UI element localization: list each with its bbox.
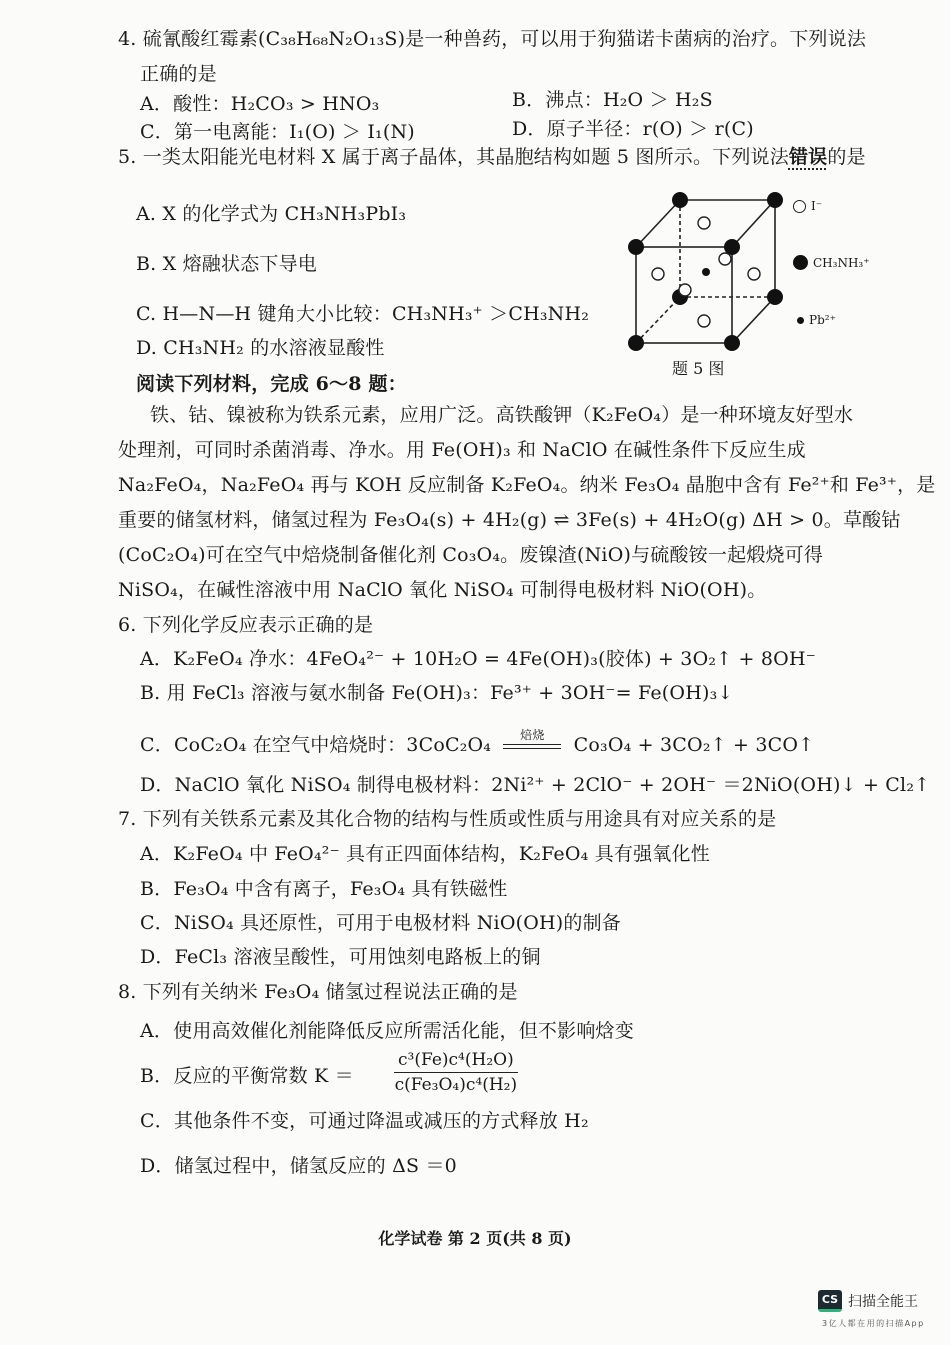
large-filled-circle-icon bbox=[793, 255, 808, 270]
reading-line-6: NiSO₄，在碱性溶液中用 NaClO 氧化 NiSO₄ 可制得电极材料 NiO(OH)。 bbox=[118, 579, 767, 601]
q6-option-c-prefix: C．CoC₂O₄ 在空气中焙烧时：3CoC₂O₄ bbox=[140, 734, 492, 756]
legend-lead bbox=[797, 313, 836, 327]
reading-heading: 阅读下列材料，完成 6～8 题： bbox=[136, 373, 407, 395]
camscanner-watermark bbox=[818, 1290, 918, 1312]
equilibrium-constant-fraction bbox=[394, 1050, 518, 1095]
q7-option-c: C．NiSO₄ 具还原性，可用于电极材料 NiO(OH)的制备 bbox=[140, 912, 621, 934]
q5-stem-prefix: 5. 一类太阳能光电材料 X 属于离子晶体，其晶胞结构如题 5 图所示。下列说法 bbox=[118, 146, 789, 168]
q8-option-d: D．储氢过程中，储氢反应的 ΔS ＝0 bbox=[140, 1155, 457, 1177]
camscanner-name: 扫描全能王 bbox=[848, 1294, 918, 1310]
q7-stem: 7. 下列有关铁系元素及其化合物的结构与性质或性质与用途具有对应关系的是 bbox=[118, 808, 777, 830]
q5-stem-suffix: 的是 bbox=[827, 146, 866, 168]
q5-option-b: B. X 熔融状态下导电 bbox=[136, 253, 318, 275]
q8-option-a: A．使用高效催化剂能降低反应所需活化能，但不影响焓变 bbox=[140, 1020, 634, 1042]
q6-option-d: D．NaClO 氧化 NiSO₄ 制得电极材料：2Ni²⁺ + 2ClO⁻ + 2OH⁻ ＝2NiO(OH)↓ + Cl₂↑ bbox=[140, 774, 931, 796]
q6-option-b: B. 用 FeCl₃ 溶液与氨水制备 Fe(OH)₃：Fe³⁺ + 3OH⁻= Fe(OH)₃↓ bbox=[140, 682, 734, 704]
q7-option-a: A．K₂FeO₄ 中 FeO₄²⁻ 具有正四面体结构，K₂FeO₄ 具有强氧化性 bbox=[140, 843, 710, 865]
page-footer: 化学试卷 第 2 页(共 8 页) bbox=[378, 1229, 572, 1248]
reading-line-3: Na₂FeO₄，Na₂FeO₄ 再与 KOH 反应制备 K₂FeO₄。纳米 Fe₃O₄ 晶胞中含有 Fe²⁺和 Fe³⁺，是 bbox=[118, 474, 936, 496]
q4-stem-line2: 正确的是 bbox=[140, 63, 217, 85]
q4-stem-line1: 4. 硫氰酸红霉素(C₃₈H₆₈N₂O₁₃S)是一种兽药，可以用于狗猫诺卡菌病的治疗。下列说法 bbox=[118, 28, 867, 50]
q5-option-d: D. CH₃NH₂ 的水溶液显酸性 bbox=[136, 337, 385, 359]
q6-option-c bbox=[140, 727, 815, 758]
q8-option-c: C．其他条件不变，可通过降温或减压的方式释放 H₂ bbox=[140, 1110, 589, 1132]
legend-iodide bbox=[793, 199, 822, 213]
q8-stem: 8. 下列有关纳米 Fe₃O₄ 储氢过程说法正确的是 bbox=[118, 981, 518, 1003]
reading-line-1: 铁、钴、镍被称为铁系元素，应用广泛。高铁酸钾（K₂FeO₄）是一种环境友好型水 bbox=[150, 404, 854, 426]
legend-label: Pb²⁺ bbox=[809, 313, 836, 327]
unit-cell-diagram bbox=[625, 185, 805, 355]
reading-line-5: (CoC₂O₄)可在空气中焙烧制备催化剂 Co₃O₄。废镍渣(NiO)与硫酸铵一起煅烧可得 bbox=[118, 544, 824, 566]
q5-option-c: C. H—N—H 键角大小比较：CH₃NH₃⁺ ＞CH₃NH₂ bbox=[136, 303, 590, 325]
small-filled-circle-icon bbox=[797, 317, 804, 324]
q4-option-d: D．原子半径：r(O) ＞ r(C) bbox=[512, 118, 754, 140]
legend-methylammonium bbox=[793, 255, 870, 270]
fraction-denominator: c(Fe₃O₄)c⁴(H₂) bbox=[394, 1075, 518, 1095]
q7-option-d: D．FeCl₃ 溶液呈酸性，可用蚀刻电路板上的铜 bbox=[140, 946, 541, 968]
q5-stem-emphasis: 错误 bbox=[788, 146, 828, 168]
open-circle-icon bbox=[793, 200, 806, 213]
q4-option-a: A．酸性：H₂CO₃ > HNO₃ bbox=[140, 93, 380, 115]
figure-caption: 题 5 图 bbox=[672, 359, 725, 378]
reading-line-4: 重要的储氢材料，储氢过程为 Fe₃O₄(s) + 4H₂(g) ⇌ 3Fe(s) + 4H₂O(g) ΔH > 0。草酸钴 bbox=[118, 509, 901, 531]
fraction-numerator: c³(Fe)c⁴(H₂O) bbox=[394, 1050, 518, 1073]
q6-option-c-suffix: Co₃O₄ + 3CO₂↑ + 3CO↑ bbox=[573, 734, 815, 756]
legend-label: CH₃NH₃⁺ bbox=[813, 255, 870, 270]
q5-stem bbox=[118, 144, 866, 170]
reaction-condition: 焙烧 bbox=[520, 727, 545, 742]
crystal-cell-figure bbox=[625, 185, 895, 380]
q8-option-b-prefix: B．反应的平衡常数 K ＝ bbox=[140, 1065, 354, 1087]
reaction-arrow bbox=[503, 727, 561, 749]
q4-option-c: C．第一电离能：I₁(O) ＞ I₁(N) bbox=[140, 121, 415, 143]
reading-line-2: 处理剂，可同时杀菌消毒、净水。用 Fe(OH)₃ 和 NaClO 在碱性条件下反应生成 bbox=[118, 439, 806, 461]
q7-option-b: B．Fe₃O₄ 中含有离子，Fe₃O₄ 具有铁磁性 bbox=[140, 878, 508, 900]
q6-stem: 6. 下列化学反应表示正确的是 bbox=[118, 614, 374, 636]
q4-option-b: B．沸点：H₂O ＞ H₂S bbox=[512, 89, 713, 111]
legend-label: I⁻ bbox=[811, 199, 823, 213]
q6-option-a: A．K₂FeO₄ 净水：4FeO₄²⁻ + 10H₂O = 4Fe(OH)₃(胶体) + 3O₂↑ + 8OH⁻ bbox=[140, 648, 816, 670]
camscanner-logo-icon: CS bbox=[818, 1290, 842, 1312]
q5-option-a: A. X 的化学式为 CH₃NH₃PbI₃ bbox=[136, 203, 407, 225]
camscanner-tagline: 3亿人都在用的扫描App bbox=[822, 1319, 925, 1328]
